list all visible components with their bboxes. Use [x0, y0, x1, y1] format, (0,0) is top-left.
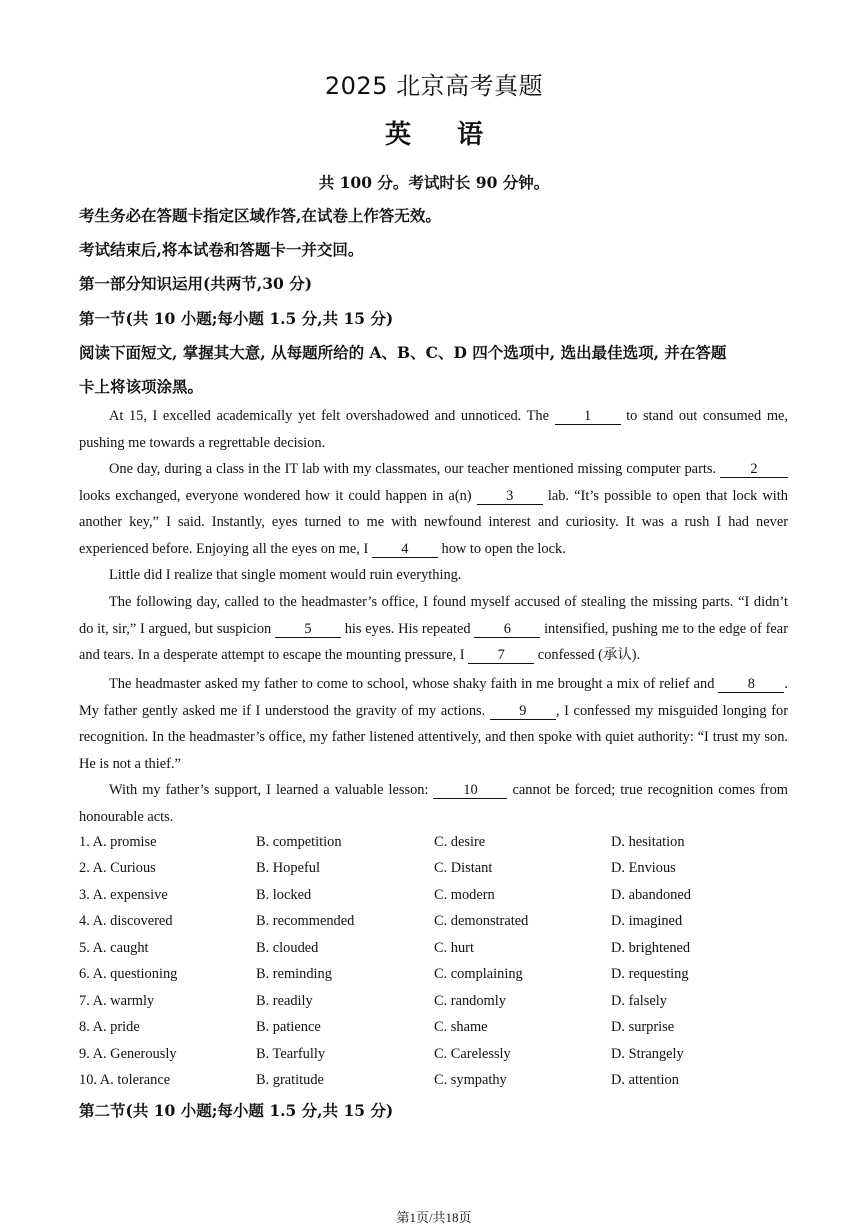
option-c: C. hurt	[434, 940, 474, 956]
blank-1: 1	[555, 408, 621, 425]
subject-heading: 英语	[384, 120, 529, 150]
option-a: 2. A. Curious	[79, 860, 156, 876]
option-b: B. patience	[256, 1019, 321, 1035]
option-c: C. shame	[434, 1019, 488, 1035]
option-d: D. imagined	[611, 913, 683, 929]
option-c: C. Carelessly	[434, 1046, 511, 1062]
options-row	[79, 887, 788, 913]
section-two-heading: 第二节(共 10 小题;每小题 1.5 分,共 15 分)	[79, 1101, 394, 1120]
option-d: D. requesting	[611, 966, 689, 982]
options-row	[79, 1019, 788, 1045]
passage-paragraph-4: The following day, called to the headmaster’s office, I found myself accused of stealing the missing parts. “I didn’t do it, sir,” I argued, but suspicion 5 his eyes. His repeated 6 intensified, pushing me to the edge of fear and tears. In a desperate attempt to escape the mounting pressure, I 7 confessed (承认).	[79, 594, 788, 664]
option-c: C. desire	[434, 834, 486, 850]
option-b: B. locked	[256, 887, 312, 903]
option-b: B. reminding	[256, 966, 332, 982]
option-c: C. randomly	[434, 993, 506, 1009]
option-b: B. clouded	[256, 940, 319, 956]
option-d: D. brightened	[611, 940, 691, 956]
section-one-heading: 第一节(共 10 小题;每小题 1.5 分,共 15 分)	[79, 309, 394, 328]
page-number: 第1页/共18页	[396, 1210, 472, 1225]
instruction-answer-area: 考生务必在答题卡指定区域作答,在试卷上作答无效。	[79, 206, 441, 225]
option-b: B. competition	[256, 834, 342, 850]
option-b: B. gratitude	[256, 1072, 324, 1088]
options-row	[79, 834, 788, 860]
passage-paragraph-1: At 15, I excelled academically yet felt overshadowed and unnoticed. The 1 to stand out consumed me, pushing me towards a regrettable decision.	[79, 408, 788, 451]
blank-2: 2	[720, 461, 788, 478]
passage-paragraph-2: One day, during a class in the IT lab with my classmates, our teacher mentioned missing computer parts. 2 looks exchanged, everyone wondered how it could happen in a(n) 3 lab. “It’s possible to open that lock with another key,” I said. Instantly, eyes turned to me with newfound interest and curiosity. It was a rush I had never experienced before. Enjoying all the eyes on me, I 4 how to open the lock.	[79, 461, 788, 557]
exam-info: 共 100 分。考试时长 90 分钟。	[318, 173, 550, 192]
directions-line-1: 阅读下面短文, 掌握其大意, 从每题所给的 A、B、C、D 四个选项中, 选出最佳选项, 并在答题	[79, 343, 727, 362]
option-d: D. Envious	[611, 860, 676, 876]
option-d: D. surprise	[611, 1019, 675, 1035]
option-b: B. Tearfully	[256, 1046, 326, 1062]
exam-title: 2025 北京高考真题	[324, 72, 544, 100]
option-c: C. sympathy	[434, 1072, 507, 1088]
blank-5: 5	[275, 621, 341, 638]
blank-4: 4	[372, 541, 438, 558]
blank-10: 10	[433, 782, 507, 799]
option-a: 1. A. promise	[79, 834, 157, 850]
passage-paragraph-3: Little did I realize that single moment would ruin everything.	[109, 567, 462, 583]
option-d: D. Strangely	[611, 1046, 684, 1062]
blank-8: 8	[718, 676, 784, 693]
options-row	[79, 940, 788, 966]
options-row	[79, 913, 788, 939]
options-row	[79, 993, 788, 1019]
options-row	[79, 1046, 788, 1072]
directions-line-2: 卡上将该项涂黑。	[79, 377, 204, 396]
option-d: D. attention	[611, 1072, 679, 1088]
blank-6: 6	[474, 621, 540, 638]
option-c: C. modern	[434, 887, 495, 903]
option-a: 8. A. pride	[79, 1019, 140, 1035]
option-a: 6. A. questioning	[79, 966, 178, 982]
option-b: B. recommended	[256, 913, 355, 929]
blank-9: 9	[490, 703, 556, 720]
option-a: 3. A. expensive	[79, 887, 168, 903]
options-row	[79, 860, 788, 886]
passage-paragraph-6: With my father’s support, I learned a valuable lesson: 10 cannot be forced; true recognition comes from honourable acts.	[79, 782, 788, 825]
option-a: 7. A. warmly	[79, 993, 155, 1009]
option-c: C. complaining	[434, 966, 523, 982]
option-c: C. Distant	[434, 860, 493, 876]
option-a: 4. A. discovered	[79, 913, 173, 929]
blank-3: 3	[477, 488, 543, 505]
option-d: D. falsely	[611, 993, 667, 1009]
option-b: B. Hopeful	[256, 860, 320, 876]
options-row	[79, 966, 788, 992]
option-c: C. demonstrated	[434, 913, 529, 929]
option-d: D. hesitation	[611, 834, 685, 850]
option-a: 10. A. tolerance	[79, 1072, 171, 1088]
instruction-hand-in: 考试结束后,将本试卷和答题卡一并交回。	[79, 240, 364, 259]
passage-paragraph-5: The headmaster asked my father to come to school, whose shaky faith in me brought a mix of relief and 8 . My father gently asked me if I understood the gravity of my actions. 9 , I confessed my misguided longing for recognition. In the headmaster’s office, my father listened attentively, and then spoke with quiet authority: “I trust my son. He is not a thief.”	[79, 676, 788, 772]
options-row	[79, 1072, 788, 1098]
option-a: 5. A. caught	[79, 940, 149, 956]
option-d: D. abandoned	[611, 887, 691, 903]
option-a: 9. A. Generously	[79, 1046, 177, 1062]
part-one-heading: 第一部分知识运用(共两节,30 分)	[79, 274, 313, 293]
option-b: B. readily	[256, 993, 313, 1009]
blank-7: 7	[468, 647, 534, 664]
